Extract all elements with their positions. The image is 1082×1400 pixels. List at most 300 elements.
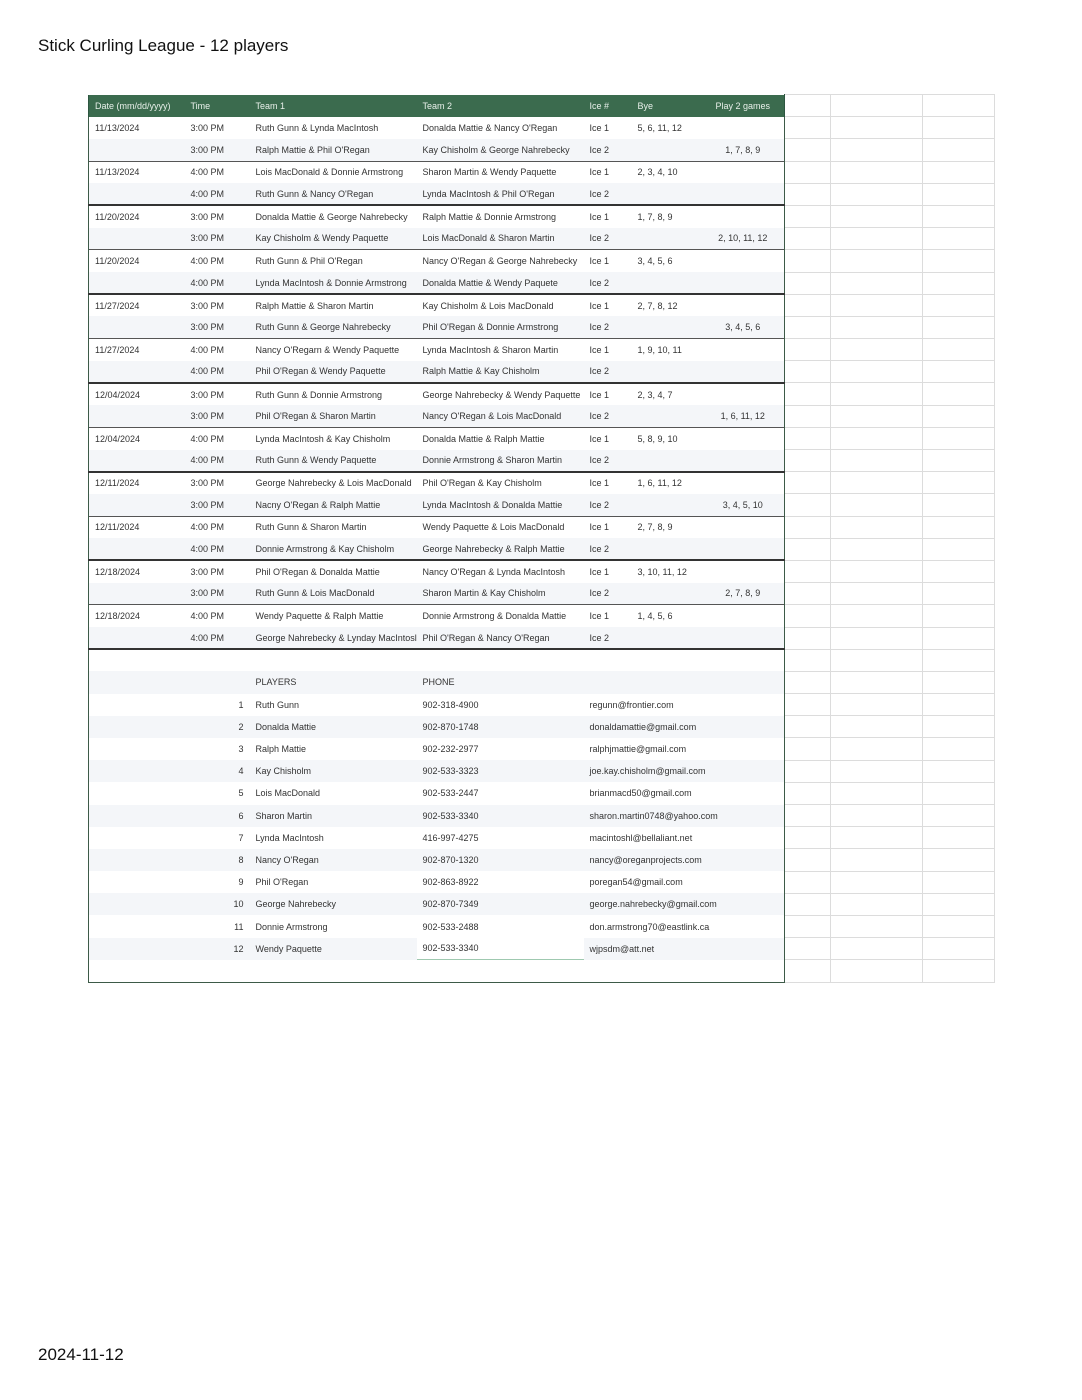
empty-cell bbox=[923, 494, 995, 516]
time-cell: 3:00 PM bbox=[185, 560, 250, 582]
empty-cell bbox=[831, 95, 923, 117]
ice-cell: Ice 2 bbox=[584, 450, 632, 472]
ice-cell: Ice 2 bbox=[584, 272, 632, 294]
empty-cell bbox=[831, 671, 923, 693]
schedule-row bbox=[89, 339, 995, 361]
empty-cell bbox=[831, 316, 923, 338]
team2-cell: Kay Chisholm & Lois MacDonald bbox=[417, 294, 584, 316]
empty-cell bbox=[785, 738, 831, 760]
schedule-row bbox=[89, 516, 995, 538]
empty-cell bbox=[632, 960, 702, 982]
team2-cell: Nancy O'Regan & George Nahrebecky bbox=[417, 250, 584, 272]
empty-cell bbox=[831, 849, 923, 871]
empty-cell bbox=[923, 272, 995, 294]
play2-cell: 3, 4, 5, 10 bbox=[702, 494, 785, 516]
empty-cell bbox=[923, 960, 995, 982]
schedule-row bbox=[89, 583, 995, 605]
empty-cell bbox=[785, 915, 831, 937]
empty-cell bbox=[785, 805, 831, 827]
ice-cell: Ice 2 bbox=[584, 361, 632, 383]
time-cell: 3:00 PM bbox=[185, 405, 250, 427]
player-row bbox=[89, 760, 995, 782]
empty-cell bbox=[831, 938, 923, 960]
bye-cell: 2, 7, 8, 12 bbox=[632, 294, 702, 316]
player-row bbox=[89, 805, 995, 827]
team1-cell: Ralph Mattie & Phil O'Regan bbox=[250, 139, 417, 161]
play2-cell bbox=[702, 516, 785, 538]
bye-cell: 2, 3, 4, 7 bbox=[632, 383, 702, 405]
bye-cell: 2, 7, 8, 9 bbox=[632, 516, 702, 538]
empty-cell bbox=[923, 516, 995, 538]
date-cell: 11/13/2024 bbox=[89, 161, 185, 183]
play2-cell bbox=[702, 250, 785, 272]
play2-cell bbox=[702, 383, 785, 405]
empty-cell bbox=[785, 605, 831, 627]
time-cell: 4:00 PM bbox=[185, 450, 250, 472]
bye-cell bbox=[632, 627, 702, 649]
empty-cell bbox=[923, 805, 995, 827]
empty-cell bbox=[785, 560, 831, 582]
empty-cell bbox=[923, 250, 995, 272]
player-email: nancy@oreganprojects.com bbox=[584, 849, 785, 871]
empty-cell bbox=[923, 627, 995, 649]
empty-cell bbox=[923, 117, 995, 139]
team1-cell: George Nahrebecky & Lynday MacIntosl bbox=[250, 627, 417, 649]
empty-cell bbox=[923, 938, 995, 960]
time-cell: 3:00 PM bbox=[185, 139, 250, 161]
empty-cell bbox=[785, 250, 831, 272]
play2-cell bbox=[702, 205, 785, 227]
empty-cell bbox=[417, 649, 584, 671]
play2-cell bbox=[702, 560, 785, 582]
player-name: Kay Chisholm bbox=[250, 760, 417, 782]
ice-cell: Ice 2 bbox=[584, 183, 632, 205]
date-cell bbox=[89, 183, 185, 205]
bye-cell: 1, 9, 10, 11 bbox=[632, 339, 702, 361]
empty-cell bbox=[831, 250, 923, 272]
ice-cell: Ice 1 bbox=[584, 161, 632, 183]
empty-cell bbox=[785, 117, 831, 139]
play2-cell bbox=[702, 117, 785, 139]
empty-cell bbox=[785, 139, 831, 161]
team2-cell: Ralph Mattie & Kay Chisholm bbox=[417, 361, 584, 383]
date-cell bbox=[89, 405, 185, 427]
player-email: macintoshl@bellaliant.net bbox=[584, 827, 785, 849]
player-row bbox=[89, 827, 995, 849]
date-cell: 11/20/2024 bbox=[89, 205, 185, 227]
bye-cell bbox=[632, 450, 702, 472]
empty-cell bbox=[831, 494, 923, 516]
empty-cell bbox=[785, 849, 831, 871]
player-phone: 902-318-4900 bbox=[422, 699, 479, 710]
time-cell: 4:00 PM bbox=[185, 339, 250, 361]
ice-cell: Ice 1 bbox=[584, 605, 632, 627]
date-cell bbox=[89, 538, 185, 560]
team1-cell: Nancy O'Regarn & Wendy Paquette bbox=[250, 339, 417, 361]
team1-cell: Ruth Gunn & Lynda MacIntosh bbox=[255, 122, 379, 133]
player-phone: 902-870-1748 bbox=[417, 716, 584, 738]
team2-cell: Donalda Mattie & Nancy O'Regan bbox=[422, 122, 558, 133]
team1-cell: Ruth Gunn & Nancy O'Regan bbox=[250, 183, 417, 205]
empty-cell bbox=[89, 716, 185, 738]
team2-cell: George Nahrebecky & Wendy Paquette bbox=[417, 383, 584, 405]
empty-cell bbox=[923, 583, 995, 605]
empty-cell bbox=[831, 915, 923, 937]
empty-cell bbox=[923, 316, 995, 338]
empty-cell bbox=[831, 383, 923, 405]
player-email: joe.kay.chisholm@gmail.com bbox=[584, 760, 785, 782]
empty-cell bbox=[785, 627, 831, 649]
ice-cell: Ice 1 bbox=[584, 383, 632, 405]
time-cell: 4:00 PM bbox=[185, 361, 250, 383]
time-cell: 3:00 PM bbox=[185, 205, 250, 227]
ice-header: Ice # bbox=[584, 95, 632, 117]
time-header: Time bbox=[185, 95, 250, 117]
empty-cell bbox=[923, 649, 995, 671]
team1-cell: Kay Chisholm & Wendy Paquette bbox=[250, 228, 417, 250]
team2-cell: George Nahrebecky & Ralph Mattie bbox=[417, 538, 584, 560]
schedule-row bbox=[89, 183, 995, 205]
player-row bbox=[89, 915, 995, 937]
empty-cell bbox=[923, 427, 995, 449]
team2-cell: Kay Chisholm & George Nahrebecky bbox=[417, 139, 584, 161]
schedule-row bbox=[89, 627, 995, 649]
empty-cell bbox=[923, 871, 995, 893]
player-name: Ralph Mattie bbox=[255, 744, 307, 755]
schedule-row bbox=[89, 383, 995, 405]
bye-cell bbox=[632, 183, 702, 205]
schedule-sheet bbox=[88, 94, 995, 983]
empty-cell bbox=[785, 827, 831, 849]
play2-cell bbox=[702, 627, 785, 649]
empty-cell bbox=[785, 694, 831, 716]
play2-cell: 1, 6, 11, 12 bbox=[702, 405, 785, 427]
empty-cell bbox=[831, 361, 923, 383]
team2-cell: Ralph Mattie & Donnie Armstrong bbox=[417, 205, 584, 227]
empty-cell bbox=[831, 871, 923, 893]
team1-cell: Nacny O'Regan & Ralph Mattie bbox=[250, 494, 417, 516]
team2-cell: Lynda MacIntosh & Sharon Martin bbox=[417, 339, 584, 361]
player-number: 1 bbox=[238, 699, 244, 710]
empty-cell bbox=[923, 139, 995, 161]
players-header-row bbox=[89, 671, 995, 693]
player-name: Ruth Gunn bbox=[255, 699, 300, 710]
empty-cell bbox=[831, 339, 923, 361]
ice-cell: Ice 2 bbox=[584, 316, 632, 338]
player-email: brianmacd50@gmail.com bbox=[584, 782, 785, 804]
empty-cell bbox=[89, 915, 185, 937]
time-cell: 3:00 PM bbox=[185, 383, 250, 405]
ice-cell: Ice 1 bbox=[584, 472, 632, 494]
empty-cell bbox=[923, 405, 995, 427]
empty-cell bbox=[923, 205, 995, 227]
empty-cell bbox=[785, 649, 831, 671]
team1-cell: Phil O'Regan & Donalda Mattie bbox=[250, 560, 417, 582]
schedule-row bbox=[89, 427, 995, 449]
team1-cell: Donalda Mattie & George Nahrebecky bbox=[250, 205, 417, 227]
empty-cell bbox=[923, 361, 995, 383]
empty-cell bbox=[785, 671, 831, 693]
empty-cell bbox=[89, 849, 185, 871]
player-email: don.armstrong70@eastlink.ca bbox=[584, 915, 785, 937]
bye-cell bbox=[632, 361, 702, 383]
bye-cell bbox=[632, 583, 702, 605]
ice-cell: Ice 1 bbox=[584, 205, 632, 227]
empty-cell bbox=[785, 450, 831, 472]
play2-cell bbox=[702, 339, 785, 361]
player-name: George Nahrebecky bbox=[250, 893, 417, 915]
ice-cell: Ice 1 bbox=[584, 560, 632, 582]
time-cell: 3:00 PM bbox=[185, 294, 250, 316]
empty-cell bbox=[785, 782, 831, 804]
schedule-row bbox=[89, 228, 995, 250]
ice-cell: Ice 2 bbox=[584, 627, 632, 649]
team1-cell: Ruth Gunn & Sharon Martin bbox=[250, 516, 417, 538]
team1-cell: George Nahrebecky & Lois MacDonald bbox=[250, 472, 417, 494]
schedule-row bbox=[89, 250, 995, 272]
page-title: Stick Curling League - 12 players bbox=[38, 36, 289, 55]
schedule-row bbox=[89, 472, 995, 494]
date-cell bbox=[89, 139, 185, 161]
player-phone: 902-863-8922 bbox=[422, 877, 479, 888]
empty-cell bbox=[785, 383, 831, 405]
empty-cell bbox=[702, 960, 785, 982]
schedule-row bbox=[89, 117, 995, 139]
empty-cell bbox=[831, 560, 923, 582]
team2-cell: Donnie Armstrong & Donalda Mattie bbox=[417, 605, 584, 627]
play2-cell bbox=[702, 427, 785, 449]
empty-cell bbox=[831, 117, 923, 139]
bye-header: Bye bbox=[632, 95, 702, 117]
empty-cell bbox=[785, 760, 831, 782]
empty-cell bbox=[785, 893, 831, 915]
empty-cell bbox=[831, 161, 923, 183]
empty-cell bbox=[89, 649, 185, 671]
empty-cell bbox=[785, 316, 831, 338]
player-number: 3 bbox=[238, 744, 244, 755]
empty-cell bbox=[89, 805, 185, 827]
player-email: donaldamattie@gmail.com bbox=[584, 716, 785, 738]
empty-cell bbox=[89, 871, 185, 893]
play2-cell: 3, 4, 5, 6 bbox=[702, 316, 785, 338]
blank-row bbox=[89, 960, 995, 982]
empty-cell bbox=[923, 339, 995, 361]
play2-cell: 2, 10, 11, 12 bbox=[702, 228, 785, 250]
time-cell: 3:00 PM bbox=[190, 122, 225, 133]
empty-cell bbox=[785, 161, 831, 183]
ice-cell: Ice 1 bbox=[584, 339, 632, 361]
empty-cell bbox=[785, 716, 831, 738]
empty-cell bbox=[923, 738, 995, 760]
date-cell bbox=[89, 450, 185, 472]
ice-cell: Ice 1 bbox=[589, 122, 610, 133]
empty-cell bbox=[923, 228, 995, 250]
schedule-row bbox=[89, 605, 995, 627]
play2-cell: 2, 7, 8, 9 bbox=[702, 583, 785, 605]
empty-cell bbox=[785, 427, 831, 449]
player-name: Donalda Mattie bbox=[250, 716, 417, 738]
ice-cell: Ice 2 bbox=[584, 228, 632, 250]
schedule-row bbox=[89, 316, 995, 338]
play2-cell bbox=[702, 605, 785, 627]
empty-cell bbox=[831, 827, 923, 849]
team2-header: Team 2 bbox=[417, 95, 584, 117]
team1-cell: Donnie Armstrong & Kay Chisholm bbox=[250, 538, 417, 560]
ice-cell: Ice 2 bbox=[584, 139, 632, 161]
team1-cell: Ruth Gunn & Donnie Armstrong bbox=[250, 383, 417, 405]
team1-cell: Phil O'Regan & Wendy Paquette bbox=[250, 361, 417, 383]
empty-cell bbox=[923, 383, 995, 405]
empty-cell bbox=[785, 294, 831, 316]
team1-cell: Lynda MacIntosh & Kay Chisholm bbox=[250, 427, 417, 449]
schedule-row bbox=[89, 161, 995, 183]
player-number: 6 bbox=[185, 805, 250, 827]
team2-cell: Lois MacDonald & Sharon Martin bbox=[417, 228, 584, 250]
team2-cell: Nancy O'Regan & Lynda MacIntosh bbox=[417, 560, 584, 582]
player-email: george.nahrebecky@gmail.com bbox=[584, 893, 785, 915]
team1-cell: Ralph Mattie & Sharon Martin bbox=[250, 294, 417, 316]
empty-cell bbox=[89, 938, 185, 960]
date-cell: 11/27/2024 bbox=[89, 294, 185, 316]
date-cell bbox=[89, 494, 185, 516]
player-email: wjpsdm@att.net bbox=[584, 938, 785, 960]
empty-cell bbox=[89, 738, 185, 760]
player-number: 11 bbox=[234, 921, 244, 932]
ice-cell: Ice 2 bbox=[584, 405, 632, 427]
empty-cell bbox=[923, 450, 995, 472]
date-cell bbox=[89, 316, 185, 338]
empty-cell bbox=[89, 960, 185, 982]
player-name: Sharon Martin bbox=[250, 805, 417, 827]
player-phone: 902-533-3323 bbox=[417, 760, 584, 782]
team1-cell: Lynda MacIntosh & Donnie Armstrong bbox=[250, 272, 417, 294]
player-phone: 902-870-1320 bbox=[417, 849, 584, 871]
ice-cell: Ice 2 bbox=[584, 494, 632, 516]
empty-cell bbox=[785, 339, 831, 361]
empty-cell bbox=[923, 915, 995, 937]
empty-cell bbox=[785, 494, 831, 516]
schedule-header-row bbox=[89, 95, 995, 117]
player-name: Donnie Armstrong bbox=[255, 921, 328, 932]
empty-cell bbox=[584, 671, 632, 693]
blank-row bbox=[89, 649, 995, 671]
bye-cell: 3, 4, 5, 6 bbox=[632, 250, 702, 272]
schedule-row bbox=[89, 494, 995, 516]
empty-cell bbox=[702, 671, 785, 693]
phone-header: PHONE bbox=[417, 671, 584, 693]
schedule-row bbox=[89, 361, 995, 383]
player-number: 7 bbox=[238, 832, 244, 843]
empty-cell bbox=[185, 671, 250, 693]
team2-cell: Donalda Mattie & Wendy Paquete bbox=[417, 272, 584, 294]
time-cell: 4:00 PM bbox=[185, 161, 250, 183]
bye-cell bbox=[632, 316, 702, 338]
time-cell: 3:00 PM bbox=[185, 494, 250, 516]
player-number: 9 bbox=[238, 877, 244, 888]
empty-cell bbox=[89, 671, 185, 693]
schedule-row bbox=[89, 294, 995, 316]
play2-header: Play 2 games bbox=[702, 95, 785, 117]
ice-cell: Ice 2 bbox=[584, 538, 632, 560]
empty-cell bbox=[831, 183, 923, 205]
empty-cell bbox=[185, 649, 250, 671]
footer-date: 2024-11-12 bbox=[38, 1345, 124, 1364]
player-row bbox=[89, 938, 995, 960]
play2-cell bbox=[702, 161, 785, 183]
empty-cell bbox=[831, 738, 923, 760]
player-row bbox=[89, 738, 995, 760]
empty-cell bbox=[923, 849, 995, 871]
time-cell: 4:00 PM bbox=[185, 627, 250, 649]
team2-cell: Phil O'Regan & Kay Chisholm bbox=[417, 472, 584, 494]
ice-cell: Ice 1 bbox=[584, 516, 632, 538]
empty-cell bbox=[923, 782, 995, 804]
empty-cell bbox=[923, 605, 995, 627]
time-cell: 4:00 PM bbox=[185, 516, 250, 538]
date-cell bbox=[89, 627, 185, 649]
date-cell bbox=[89, 228, 185, 250]
team2-cell: Sharon Martin & Kay Chisholm bbox=[417, 583, 584, 605]
empty-cell bbox=[831, 782, 923, 804]
empty-cell bbox=[89, 782, 185, 804]
empty-cell bbox=[831, 405, 923, 427]
bye-cell: 1, 4, 5, 6 bbox=[632, 605, 702, 627]
player-phone: 902-870-7349 bbox=[417, 893, 584, 915]
schedule-row bbox=[89, 272, 995, 294]
team2-cell: Donalda Mattie & Ralph Mattie bbox=[417, 427, 584, 449]
bye-cell bbox=[632, 405, 702, 427]
team1-header: Team 1 bbox=[250, 95, 417, 117]
team1-cell: Ruth Gunn & Phil O'Regan bbox=[250, 250, 417, 272]
play2-cell bbox=[702, 472, 785, 494]
empty-cell bbox=[785, 228, 831, 250]
player-phone: 416-997-4275 bbox=[422, 832, 479, 843]
player-phone: 902-533-2447 bbox=[422, 788, 479, 799]
empty-cell bbox=[785, 472, 831, 494]
team1-cell: Phil O'Regan & Sharon Martin bbox=[250, 405, 417, 427]
player-name: Phil O'Regan bbox=[255, 877, 309, 888]
team1-cell: Ruth Gunn & Lois MacDonald bbox=[250, 583, 417, 605]
empty-cell bbox=[785, 871, 831, 893]
empty-cell bbox=[831, 272, 923, 294]
empty-cell bbox=[632, 649, 702, 671]
team2-cell: Wendy Paquette & Lois MacDonald bbox=[417, 516, 584, 538]
empty-cell bbox=[250, 960, 417, 982]
bye-cell: 5, 6, 11, 12 bbox=[637, 122, 682, 133]
empty-cell bbox=[831, 538, 923, 560]
empty-cell bbox=[89, 893, 185, 915]
date-cell bbox=[89, 583, 185, 605]
empty-cell bbox=[785, 583, 831, 605]
player-email: sharon.martin0748@yahoo.com bbox=[584, 805, 785, 827]
bye-cell bbox=[632, 538, 702, 560]
team2-cell: Sharon Martin & Wendy Paquette bbox=[417, 161, 584, 183]
empty-cell bbox=[923, 538, 995, 560]
empty-cell bbox=[702, 649, 785, 671]
empty-cell bbox=[923, 95, 995, 117]
date-cell: 11/13/2024 bbox=[89, 117, 185, 139]
player-name: Wendy Paquette bbox=[250, 938, 417, 960]
empty-cell bbox=[785, 272, 831, 294]
empty-cell bbox=[831, 649, 923, 671]
player-row bbox=[89, 782, 995, 804]
team1-cell: Wendy Paquette & Ralph Mattie bbox=[250, 605, 417, 627]
date-cell bbox=[89, 272, 185, 294]
player-row bbox=[89, 849, 995, 871]
bye-cell bbox=[632, 494, 702, 516]
player-email: regunn@frontier.com bbox=[584, 694, 785, 716]
bye-cell bbox=[632, 139, 702, 161]
